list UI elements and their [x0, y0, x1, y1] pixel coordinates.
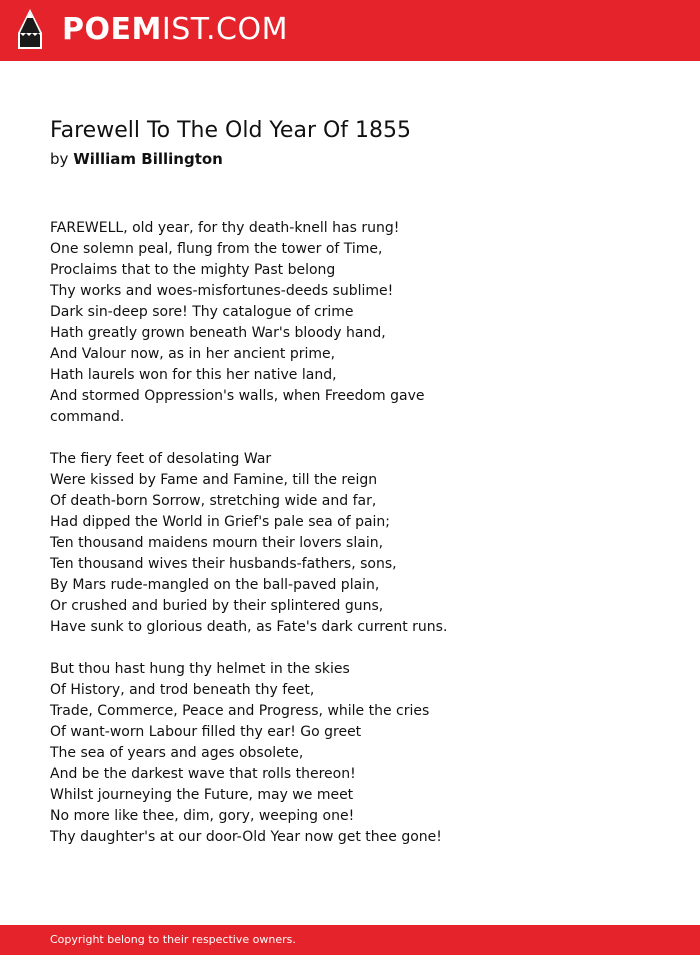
- poem-line: Of want-worn Labour filled thy ear! Go greet: [50, 724, 362, 740]
- poem-line: Ten thousand maidens mourn their lovers slain,: [50, 535, 384, 551]
- footer-bar: [0, 925, 700, 955]
- stanza: [50, 218, 650, 428]
- stanza: [50, 659, 650, 848]
- poem-line: Of death-born Sorrow, stretching wide and far,: [50, 493, 377, 509]
- pencil-tip-icon: [18, 9, 42, 51]
- logo-light-text: IST.COM: [161, 12, 288, 47]
- poem-line: The fiery feet of desolating War: [50, 451, 272, 467]
- poem-body: [50, 218, 650, 869]
- author-name: William Billington: [73, 150, 223, 168]
- poem-line: And be the darkest wave that rolls thereon!: [50, 766, 356, 782]
- poem-line: Hath laurels won for this her native land,: [50, 367, 337, 383]
- poem-line: command.: [50, 409, 125, 425]
- poem-line: The sea of years and ages obsolete,: [50, 745, 304, 761]
- poem-line: Dark sin-deep sore! Thy catalogue of crime: [50, 304, 354, 320]
- byline: [50, 148, 223, 170]
- poem-line: Hath greatly grown beneath War's bloody hand,: [50, 325, 386, 341]
- poem-line: FAREWELL, old year, for thy death-knell has rung!: [50, 220, 400, 236]
- poem-line: And Valour now, as in her ancient prime,: [50, 346, 336, 362]
- poem-line: But thou hast hung thy helmet in the skies: [50, 661, 350, 677]
- poem-line: Proclaims that to the mighty Past belong: [50, 262, 336, 278]
- site-logo[interactable]: [62, 12, 288, 48]
- by-label: by: [50, 150, 69, 168]
- poem-line: Of History, and trod beneath thy feet,: [50, 682, 315, 698]
- poem-line: Trade, Commerce, Peace and Progress, while the cries: [50, 703, 430, 719]
- poem-line: One solemn peal, flung from the tower of Time,: [50, 241, 383, 257]
- poem-line: Were kissed by Fame and Famine, till the reign: [50, 472, 378, 488]
- poem-line: Thy works and woes-misfortunes-deeds sublime!: [50, 283, 394, 299]
- copyright-notice: Copyright belong to their respective owners.: [50, 933, 296, 946]
- poem-line: By Mars rude-mangled on the ball-paved plain,: [50, 577, 380, 593]
- poem-line: No more like thee, dim, gory, weeping one!: [50, 808, 355, 824]
- poem-line: Whilst journeying the Future, may we meet: [50, 787, 354, 803]
- header-bar: [0, 0, 700, 61]
- logo-bold-text: POEM: [62, 12, 162, 47]
- poem-line: Had dipped the World in Grief's pale sea of pain;: [50, 514, 391, 530]
- poem-line: And stormed Oppression's walls, when Freedom gave: [50, 388, 425, 404]
- poem-line: Ten thousand wives their husbands-fathers, sons,: [50, 556, 397, 572]
- stanza: [50, 449, 650, 638]
- poem-line: Or crushed and buried by their splintered guns,: [50, 598, 384, 614]
- poem-line: Thy daughter's at our door-Old Year now get thee gone!: [50, 829, 442, 845]
- poem-title: Farewell To The Old Year Of 1855: [50, 118, 412, 143]
- poem-line: Have sunk to glorious death, as Fate's dark current runs.: [50, 619, 448, 635]
